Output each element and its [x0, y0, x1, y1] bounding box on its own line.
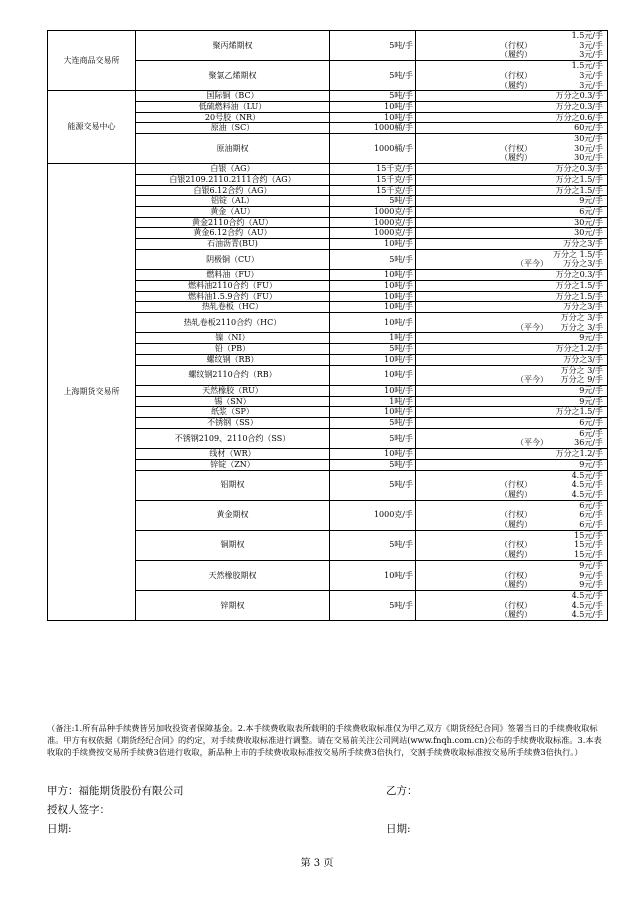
fee-cell: [416, 344, 608, 355]
fee-line: [418, 490, 605, 500]
fee-value: 30元/手: [574, 134, 603, 144]
fee-line: [418, 302, 605, 312]
fee-cell: [416, 500, 608, 530]
fee-cell: [416, 530, 608, 560]
fee-value: 6元/手: [579, 500, 603, 510]
variety-cell: 天然橡胶期权: [136, 560, 330, 590]
fee-cell: [416, 112, 608, 123]
fee-label: [420, 429, 500, 439]
unit-cell: 5吨/手: [330, 428, 416, 448]
fee-line: [418, 501, 605, 511]
unit-cell: 5吨/手: [330, 196, 416, 207]
unit-cell: 15千克/手: [330, 185, 416, 196]
fee-line: [418, 144, 605, 154]
variety-cell: 白银2109.2110.2111合约（AG）: [136, 174, 330, 185]
fee-value: 9元/手: [579, 385, 603, 395]
fee-value: 9元/手: [579, 580, 603, 590]
fee-line: [418, 550, 605, 560]
fee-value: 6元/手: [579, 510, 603, 520]
fee-line: [418, 91, 605, 101]
fee-label: [420, 61, 500, 71]
unit-cell: 5吨/手: [330, 249, 416, 269]
fee-line: [418, 164, 605, 174]
fee-label: [420, 218, 500, 228]
fee-line: [418, 510, 605, 520]
variety-cell: 燃料油1.5.9合约（FU）: [136, 291, 330, 302]
fee-cell: [416, 459, 608, 470]
unit-cell: 10吨/手: [330, 365, 416, 385]
fee-value: 万分之1.5/手: [555, 174, 603, 184]
unit-cell: 10吨/手: [330, 385, 416, 396]
fee-value: 万分之3/手: [563, 239, 603, 249]
fee-line: [418, 134, 605, 144]
fee-value: 4.5元/手: [571, 489, 603, 499]
fee-cell: [416, 270, 608, 281]
variety-cell: 阴极铜（CU）: [136, 249, 330, 269]
fee-line: [418, 71, 605, 81]
fee-value: 4.5元/手: [571, 590, 603, 600]
unit-cell: 10吨/手: [330, 280, 416, 291]
fee-cell: [416, 312, 608, 332]
fee-label: [420, 250, 500, 260]
fee-label: [420, 102, 500, 112]
fee-label: （行权）: [500, 70, 532, 80]
fee-label: [420, 186, 500, 196]
fee-value: 3元/手: [579, 50, 603, 60]
fee-label: [420, 366, 500, 376]
fee-label: [420, 407, 500, 417]
fee-line: [418, 520, 605, 530]
variety-cell: 热轧卷板2110合约（HC）: [136, 312, 330, 332]
fee-value: 万分之0.3/手: [555, 101, 603, 111]
variety-cell: 20号胶（NR）: [136, 112, 330, 123]
unit-cell: 5吨/手: [330, 418, 416, 429]
fee-line: [418, 250, 605, 260]
fee-value: 15元/手: [574, 530, 603, 540]
fee-value: 30元/手: [574, 153, 603, 163]
unit-cell: 10吨/手: [330, 302, 416, 313]
fee-line: [418, 270, 605, 280]
fee-line: [418, 601, 605, 611]
variety-cell: 低硫燃料油（LU）: [136, 101, 330, 112]
variety-cell: 聚丙烯期权: [136, 31, 330, 61]
fee-line: [418, 561, 605, 571]
variety-cell: 国际铜（BC）: [136, 91, 330, 102]
fee-value: 1.5元/手: [571, 31, 603, 40]
fee-cell: [416, 354, 608, 365]
fee-value: 9元/手: [579, 196, 603, 206]
fee-cell: [416, 385, 608, 396]
fee-line: [418, 113, 605, 123]
fee-cell: [416, 196, 608, 207]
variety-cell: 石油沥青(BU): [136, 239, 330, 250]
fee-cell: [416, 174, 608, 185]
fee-label: [420, 31, 500, 41]
fee-label: [420, 449, 500, 459]
fee-line: [418, 610, 605, 620]
fee-cell: [416, 134, 608, 164]
fee-value: 万分之1.5/手: [555, 185, 603, 195]
fee-line: [418, 591, 605, 601]
fee-line: [418, 480, 605, 490]
date-b: 日期:: [386, 823, 411, 835]
variety-cell: 黄金6.12合约（AU）: [136, 228, 330, 239]
fee-label: [420, 196, 500, 206]
fee-line: [418, 153, 605, 163]
fee-label: [420, 418, 500, 428]
unit-cell: 1000桶/手: [330, 134, 416, 164]
fee-value: 万分之 3/手: [560, 312, 603, 322]
fee-label: （行权）: [500, 480, 532, 490]
fee-value: 6元/手: [579, 206, 603, 216]
fee-line: [418, 218, 605, 228]
fee-value: 4.5元/手: [571, 470, 603, 480]
fee-cell: [416, 280, 608, 291]
fee-value: 万分之0.3/手: [555, 164, 603, 174]
variety-cell: 原油期权: [136, 134, 330, 164]
fee-cell: [416, 291, 608, 302]
fee-label: [420, 397, 500, 407]
fee-cell: [416, 206, 608, 217]
fee-label: （行权）: [500, 143, 532, 153]
fee-cell: [416, 249, 608, 269]
fee-value: 万分之0.3/手: [555, 91, 603, 101]
variety-cell: 黄金期权: [136, 500, 330, 530]
fee-value: 15元/手: [574, 540, 603, 550]
party-b: 乙方：: [386, 785, 418, 797]
fee-line: [418, 61, 605, 71]
fee-value: 30元/手: [574, 228, 603, 238]
unit-cell: 5吨/手: [330, 590, 416, 620]
variety-cell: 铅（PB）: [136, 344, 330, 355]
exchange-name: 大连商品交易所: [48, 31, 136, 91]
fee-cell: [416, 61, 608, 91]
fee-value: 9元/手: [579, 570, 603, 580]
fee-value: 36元/手: [574, 438, 603, 448]
unit-cell: 5吨/手: [330, 459, 416, 470]
fee-label: （行权）: [500, 510, 532, 520]
fee-cell: [416, 590, 608, 620]
fee-value: 万分之 3/手: [560, 365, 603, 375]
variety-cell: 白银6.12合约（AG）: [136, 185, 330, 196]
unit-cell: 5吨/手: [330, 91, 416, 102]
fee-line: [418, 460, 605, 470]
fee-label: [420, 134, 500, 144]
fee-label: （履约）: [500, 489, 532, 499]
fee-label: [420, 313, 500, 323]
fee-cell: [416, 185, 608, 196]
variety-cell: 黄金（AU）: [136, 206, 330, 217]
variety-cell: 锡（SN）: [136, 396, 330, 407]
fee-line: [418, 175, 605, 185]
fee-label: [420, 471, 500, 481]
fee-line: [418, 355, 605, 365]
variety-cell: 镍（NI）: [136, 333, 330, 344]
fee-label: [420, 292, 500, 302]
unit-cell: 10吨/手: [330, 449, 416, 460]
fee-label: [420, 531, 500, 541]
fee-value: 3元/手: [579, 40, 603, 50]
fee-value: 3元/手: [579, 80, 603, 90]
fee-line: [418, 281, 605, 291]
fee-line: [418, 196, 605, 206]
unit-cell: 10吨/手: [330, 291, 416, 302]
fee-label: [420, 175, 500, 185]
fee-label: （履约）: [500, 550, 532, 560]
fee-value: 万分之1.2/手: [555, 344, 603, 354]
fee-value: 万分之3/手: [563, 259, 603, 269]
fee-cell: [416, 428, 608, 448]
fee-cell: [416, 333, 608, 344]
fee-label: [420, 207, 500, 217]
fee-value: 4.5元/手: [571, 600, 603, 610]
fee-cell: [416, 91, 608, 102]
fee-label: [420, 333, 500, 343]
fee-cell: [416, 302, 608, 313]
unit-cell: 10吨/手: [330, 354, 416, 365]
fee-line: [418, 449, 605, 459]
unit-cell: 5吨/手: [330, 530, 416, 560]
fee-label: （平今）: [516, 259, 548, 269]
fee-line: [418, 580, 605, 590]
fee-value: 30元/手: [574, 143, 603, 153]
fee-label: （履约）: [500, 520, 532, 530]
fee-line: [418, 375, 605, 385]
fee-cell: [416, 418, 608, 429]
fee-value: 万分之1.5/手: [555, 280, 603, 290]
fee-label: （平今）: [516, 438, 548, 448]
fee-line: [418, 313, 605, 323]
variety-cell: 热轧卷板（HC）: [136, 302, 330, 313]
fee-cell: [416, 101, 608, 112]
fee-line: [418, 397, 605, 407]
table-row: [48, 31, 608, 61]
unit-cell: 15千克/手: [330, 174, 416, 185]
fee-label: [420, 386, 500, 396]
fee-label: [420, 228, 500, 238]
fee-value: 万分之1.2/手: [555, 449, 603, 459]
fee-line: [418, 81, 605, 91]
variety-cell: 锌锭（ZN）: [136, 459, 330, 470]
unit-cell: 10吨/手: [330, 407, 416, 418]
fee-line: [418, 31, 605, 41]
table-row: [48, 164, 608, 175]
fee-label: [420, 91, 500, 101]
fee-label: （履约）: [500, 580, 532, 590]
fee-value: 万分之 3/手: [560, 322, 603, 332]
fee-value: 万分之 1.5/手: [553, 249, 603, 259]
unit-cell: 1吨/手: [330, 333, 416, 344]
variety-cell: 白银（AG）: [136, 164, 330, 175]
fee-label: [420, 355, 500, 365]
fee-value: 1.5元/手: [571, 61, 603, 71]
fee-label: （平今）: [516, 322, 548, 332]
fee-line: [418, 292, 605, 302]
fee-label: [420, 591, 500, 601]
page-number: 第 3 页: [300, 858, 334, 869]
fee-value: 15元/手: [574, 550, 603, 560]
fee-label: （行权）: [500, 40, 532, 50]
fee-label: [420, 460, 500, 470]
unit-cell: 10吨/手: [330, 101, 416, 112]
unit-cell: 15千克/手: [330, 164, 416, 175]
unit-cell: 10吨/手: [330, 560, 416, 590]
variety-cell: 黄金2110合约（AU）: [136, 217, 330, 228]
fee-line: [418, 438, 605, 448]
fee-label: [420, 239, 500, 249]
fee-cell: [416, 228, 608, 239]
fee-cell: [416, 407, 608, 418]
fee-value: 4.5元/手: [571, 610, 603, 620]
fee-label: （履约）: [500, 50, 532, 60]
unit-cell: 1000克/手: [330, 500, 416, 530]
fee-cell: [416, 239, 608, 250]
fee-label: [420, 302, 500, 312]
fee-line: [418, 418, 605, 428]
fee-value: 6元/手: [579, 428, 603, 438]
exchange-name: 能源交易中心: [48, 91, 136, 164]
fee-cell: [416, 449, 608, 460]
fee-value: 60元/手: [574, 123, 603, 133]
fee-label: （履约）: [500, 153, 532, 163]
fee-line: [418, 41, 605, 51]
fee-value: 6元/手: [579, 418, 603, 428]
fee-line: [418, 102, 605, 112]
fee-line: [418, 207, 605, 217]
unit-cell: 5吨/手: [330, 31, 416, 61]
variety-cell: 原油（SC）: [136, 123, 330, 134]
fee-line: [418, 259, 605, 269]
variety-cell: 不锈钢（SS）: [136, 418, 330, 429]
fee-label: [420, 561, 500, 571]
fee-line: [418, 50, 605, 60]
fee-value: 30元/手: [574, 217, 603, 227]
fee-value: 9元/手: [579, 459, 603, 469]
fee-cell: [416, 365, 608, 385]
fee-line: [418, 333, 605, 343]
party-a: 甲方：福能期货股份有限公司: [47, 785, 184, 797]
date-a: 日期:: [47, 823, 72, 835]
unit-cell: 1000克/手: [330, 228, 416, 239]
table-row: [48, 91, 608, 102]
fee-value: 6元/手: [579, 520, 603, 530]
unit-cell: 10吨/手: [330, 270, 416, 281]
fee-cell: [416, 123, 608, 134]
unit-cell: 1000克/手: [330, 206, 416, 217]
fee-value: 9元/手: [579, 396, 603, 406]
fee-value: 万分之 9/手: [560, 375, 603, 385]
fee-value: 万分之1.5/手: [555, 407, 603, 417]
fee-value: 4.5元/手: [571, 480, 603, 490]
fee-value: 万分之3/手: [563, 302, 603, 312]
fee-value: 9元/手: [579, 560, 603, 570]
variety-cell: 螺纹钢2110合约（RB）: [136, 365, 330, 385]
fee-line: [418, 540, 605, 550]
fee-line: [418, 366, 605, 376]
fee-line: [418, 344, 605, 354]
fee-line: [418, 228, 605, 238]
fee-value: 万分之3/手: [563, 354, 603, 364]
fee-cell: [416, 31, 608, 61]
authorized-signature: 授权人签字：: [47, 804, 110, 816]
fee-line: [418, 186, 605, 196]
variety-cell: 螺纹钢（RB）: [136, 354, 330, 365]
variety-cell: 不锈钢2109、2110合约（SS）: [136, 428, 330, 448]
fee-label: [420, 281, 500, 291]
variety-cell: 线材（WR）: [136, 449, 330, 460]
fee-line: [418, 239, 605, 249]
fee-line: [418, 123, 605, 133]
fee-line: [418, 571, 605, 581]
fee-cell: [416, 560, 608, 590]
fee-line: [418, 531, 605, 541]
variety-cell: 燃料油（FU）: [136, 270, 330, 281]
unit-cell: 1000克/手: [330, 217, 416, 228]
fee-label: [420, 113, 500, 123]
unit-cell: 1吨/手: [330, 396, 416, 407]
fee-label: [420, 164, 500, 174]
fee-label: （行权）: [500, 600, 532, 610]
fee-value: 3元/手: [579, 70, 603, 80]
unit-cell: 10吨/手: [330, 239, 416, 250]
variety-cell: 天然橡胶（RU）: [136, 385, 330, 396]
variety-cell: 聚氯乙烯期权: [136, 61, 330, 91]
footnote: （备注:1.所有品种手续费皆另加收投资者保障基金。2.本手续费收取表所载明的手续费收取标准仅为甲乙双方《期货经纪合同》签署当日的手续费收取标准。甲方有权依据《期货经纪合同》的约定，对手续费收取标准进行调整。请在交易前关注公司网站(www.fnqh.com.cn)公布的手续费收取标准。3.本表收取的手续费按交易所手续费3倍进行收取，新品种上市的手续费收取标准按交易所手续费3倍执行，交割手续费收取标准按交易所手续费3倍执行。）: [47, 723, 602, 757]
variety-cell: 铜期权: [136, 530, 330, 560]
fee-cell: [416, 396, 608, 407]
variety-cell: 铝锭（AL）: [136, 196, 330, 207]
fee-cell: [416, 217, 608, 228]
fee-value: 万分之1.5/手: [555, 291, 603, 301]
fee-label: [420, 123, 500, 133]
fee-table-body: [48, 31, 608, 621]
unit-cell: 10吨/手: [330, 312, 416, 332]
fee-label: （平今）: [516, 375, 548, 385]
fee-line: [418, 471, 605, 481]
fee-label: （履约）: [500, 610, 532, 620]
unit-cell: 5吨/手: [330, 344, 416, 355]
fee-label: （履约）: [500, 80, 532, 90]
unit-cell: 5吨/手: [330, 470, 416, 500]
fee-line: [418, 429, 605, 439]
fee-label: [420, 270, 500, 280]
fee-label: （行权）: [500, 540, 532, 550]
fee-line: [418, 407, 605, 417]
exchange-name: 上海期货交易所: [48, 164, 136, 621]
fee-label: [420, 344, 500, 354]
fee-line: [418, 323, 605, 333]
unit-cell: 10吨/手: [330, 112, 416, 123]
fee-cell: [416, 164, 608, 175]
unit-cell: 1000桶/手: [330, 123, 416, 134]
unit-cell: 5吨/手: [330, 61, 416, 91]
fee-value: 万分之0.6/手: [555, 112, 603, 122]
variety-cell: 燃料油2110合约（FU）: [136, 280, 330, 291]
fee-cell: [416, 470, 608, 500]
fee-label: （行权）: [500, 570, 532, 580]
fee-value: 9元/手: [579, 333, 603, 343]
fee-table: [47, 30, 608, 621]
variety-cell: 铝期权: [136, 470, 330, 500]
fee-label: [420, 501, 500, 511]
fee-value: 万分之0.3/手: [555, 270, 603, 280]
fee-line: [418, 386, 605, 396]
variety-cell: 纸浆（SP）: [136, 407, 330, 418]
variety-cell: 锌期权: [136, 590, 330, 620]
